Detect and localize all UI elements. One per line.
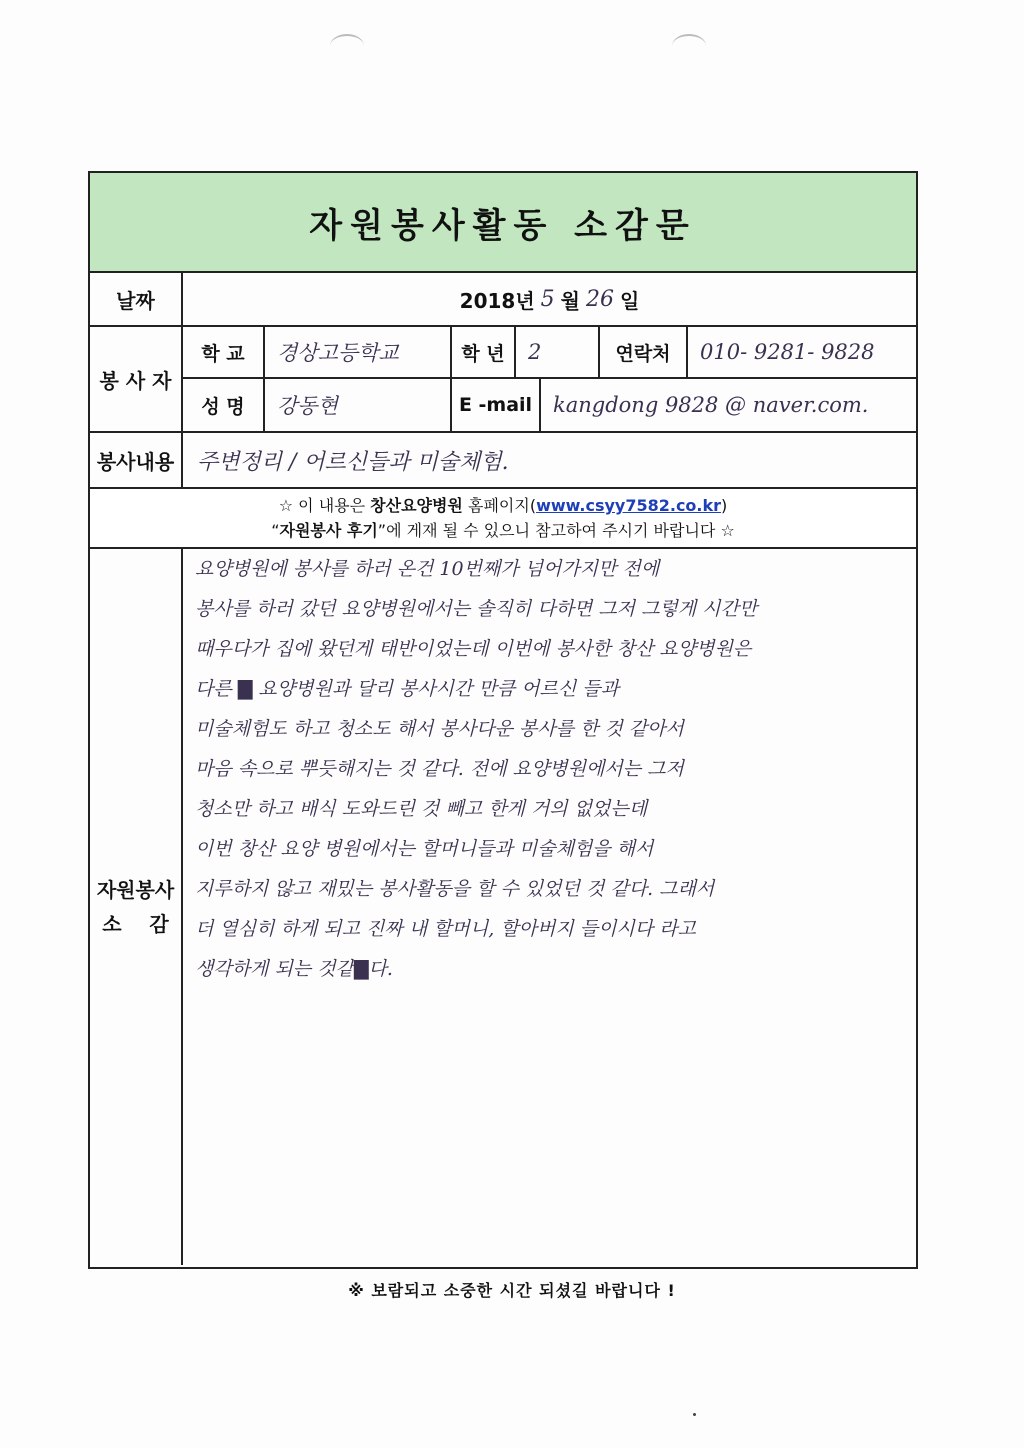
date-month-unit: 월 [560,288,580,313]
essay-line: 더 열심히 하게 되고 진짜 내 할머니, 할아버지 들이시다 라고 [195,918,696,940]
date-day-unit: 일 [619,288,640,313]
notice-box [90,489,916,549]
volunteer-label: 봉 사 자 [90,327,183,431]
essay-row [90,549,916,1265]
hospital-name: 창산요양병원 [370,496,463,515]
essay-line: 봉사를 하러 갔던 요양병원에서는 솔직히 다하면 그저 그렇게 시간만 [195,598,758,620]
footer-message: ※ 보람되고 소중한 시간 되셨길 바랍니다 ! [348,1281,676,1300]
school-label: 학 교 [183,327,265,377]
volunteer-subrow-1 [183,327,916,379]
email-label: E -mail [452,379,541,431]
notice-line-1: ☆ 이 내용은 창산요양병원 홈페이지(www.csyy7582.co.kr) [278,496,728,515]
essay-label: 자원봉사 소 감 [90,549,183,1265]
date-row [90,273,916,327]
essay-line: 지루하지 않고 재밌는 봉사활동을 할 수 있었던 것 같다. 그래서 [195,878,715,900]
grade-label: 학 년 [452,327,516,377]
essay-line: 마음 속으로 뿌듯해지는 것 같다. 전에 요양병원에서는 그저 [195,758,684,780]
form-title: 자원봉사활동 소감문 [90,173,916,273]
contact-value: 010- 9281- 9828 [700,340,875,364]
date-day-value: 26 [585,286,614,312]
grade-value: 2 [516,327,600,377]
name-value: 강동현 [265,379,452,431]
volunteer-subrow-2 [183,379,916,431]
essay-text [183,549,916,1265]
punch-hole-right [672,34,706,58]
service-label: 봉사내용 [90,433,183,487]
service-row [90,433,916,489]
school-value: 경상고등학교 [265,327,452,377]
contact-label: 연락처 [600,327,688,377]
essay-line: 요양병원에 봉사를 하러 온건 10번째가 넘어가지만 전에 [195,558,660,580]
essay-line: 미술체험도 하고 청소도 해서 봉사다운 봉사를 한 것 같아서 [195,718,684,740]
email-value: kangdong 9828 @ naver.com. [553,393,869,417]
notice-line-2: “자원봉사 후기”에 게재 될 수 있으니 참고하여 주시기 바랍니다 ☆ [271,521,735,540]
date-month-value: 5 [540,286,555,312]
punch-hole-left [330,34,364,58]
star-icon: ☆ [720,521,735,540]
review-board-name: 자원봉사 후기 [279,521,378,540]
name-label: 성 명 [183,379,265,431]
volunteer-report-form [88,171,918,1269]
date-label: 날짜 [90,273,183,325]
scan-speck [693,1413,696,1416]
service-value: 주변정리 / 어르신들과 미술체험. [197,449,509,475]
hospital-url-link[interactable]: www.csyy7582.co.kr [536,496,722,515]
volunteer-row [90,327,916,433]
star-icon: ☆ [278,496,294,515]
date-year: 2018년 [459,288,535,313]
essay-line: 때우다가 집에 왔던게 태반이었는데 이번에 봉사한 창산 요양병원은 [195,638,752,660]
essay-line: 이번 창산 요양 병원에서는 할머니들과 미술체험을 해서 [195,838,654,860]
essay-line: 생각하게 되는 것같▇다. [195,958,393,980]
essay-line: 청소만 하고 배식 도와드린 것 빼고 한게 거의 없었는데 [195,798,648,820]
essay-line: 다른 ▇ 요양병원과 달리 봉사시간 만큼 어르신 들과 [195,678,619,700]
date-value [183,273,916,325]
